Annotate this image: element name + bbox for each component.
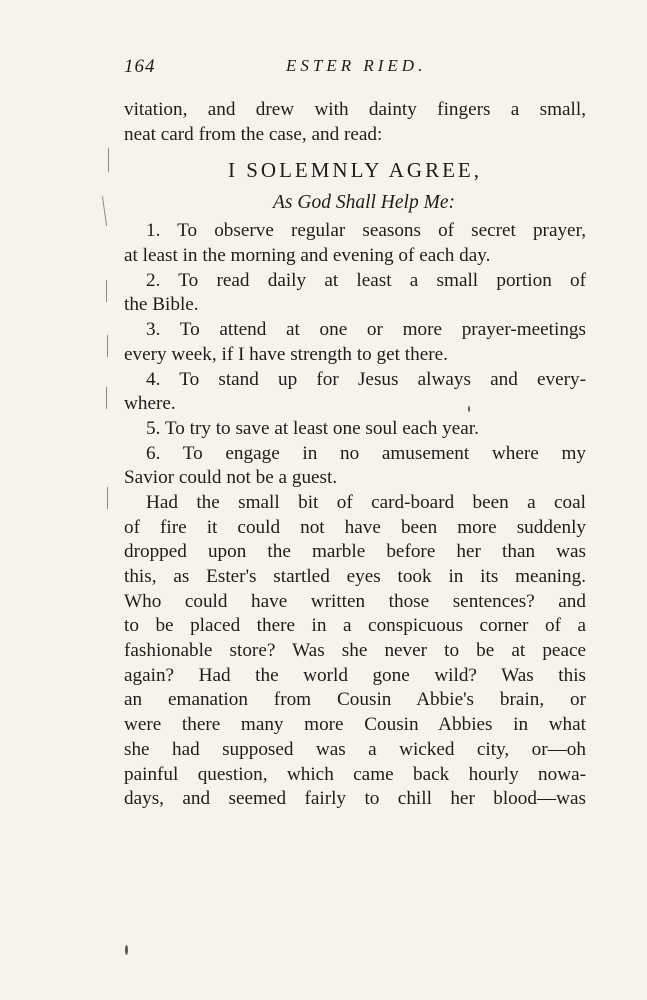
pledge-list xyxy=(124,219,586,491)
body-text xyxy=(124,98,586,812)
paragraph-line: Who could have written those sentences? and xyxy=(124,590,586,612)
paragraph-line: Had the small bit of card-board been a coal xyxy=(146,491,586,513)
ink-speck xyxy=(125,945,128,955)
paragraph-line: dropped upon the marble before her than was xyxy=(124,541,586,563)
pledge-line: 3. To attend at one or more prayer-meetings xyxy=(146,319,586,341)
pledge-line: 1. To observe regular seasons of secret prayer, xyxy=(146,220,586,242)
pledge-line: 5. To try to save at least one soul each year. xyxy=(146,417,479,439)
narrative-paragraph xyxy=(124,491,586,812)
margin-mark xyxy=(107,487,108,509)
text-line: neat card from the case, and read: xyxy=(124,123,383,145)
margin-mark xyxy=(106,387,107,409)
pledge-line: 4. To stand up for Jesus always and every- xyxy=(146,368,586,390)
paragraph-line: of fire it could not have been more suddenly xyxy=(124,516,586,538)
margin-mark xyxy=(106,280,107,302)
paragraph-line: to be placed there in a conspicuous corner of a xyxy=(124,615,586,637)
paragraph-line: she had supposed was a wicked city, or—oh xyxy=(124,738,586,760)
margin-mark xyxy=(107,335,108,357)
paragraph-line: days, and seemed fairly to chill her blood—was xyxy=(124,788,586,810)
page-header xyxy=(124,56,584,82)
pledge-line: Savior could not be a guest. xyxy=(124,467,338,489)
paragraph-line: were there many more Cousin Abbies in what xyxy=(124,714,586,736)
pledge-line: where. xyxy=(124,393,176,415)
margin-mark xyxy=(102,196,107,226)
ink-speck xyxy=(468,406,470,412)
text-line: vitation, and drew with dainty fingers a small, xyxy=(124,99,586,120)
pledge-line: 6. To engage in no amusement where my xyxy=(146,442,586,464)
paragraph-line: again? Had the world gone wild? Was this xyxy=(124,664,586,686)
paragraph-line: painful question, which came back hourly nowa- xyxy=(124,763,586,785)
paragraph-line: an emanation from Cousin Abbie's brain, or xyxy=(124,689,586,711)
pledge-line: at least in the morning and evening of each day. xyxy=(124,245,491,267)
card-subheading: As God Shall Help Me: xyxy=(273,192,455,214)
pledge-line: 2. To read daily at least a small portion of xyxy=(146,269,586,291)
intro-lines xyxy=(124,98,586,147)
card-heading: I SOLEMNLY AGREE, xyxy=(227,158,483,183)
paragraph-line: this, as Ester's startled eyes took in its meaning. xyxy=(124,566,586,587)
pledge-line: the Bible. xyxy=(124,294,199,316)
page-number: 164 xyxy=(124,56,156,77)
running-head: ESTER RIED. xyxy=(286,56,427,75)
pledge-line: every week, if I have strength to get there. xyxy=(124,343,448,365)
margin-mark xyxy=(108,148,109,172)
paragraph-line: fashionable store? Was she never to be at peace xyxy=(124,640,586,662)
